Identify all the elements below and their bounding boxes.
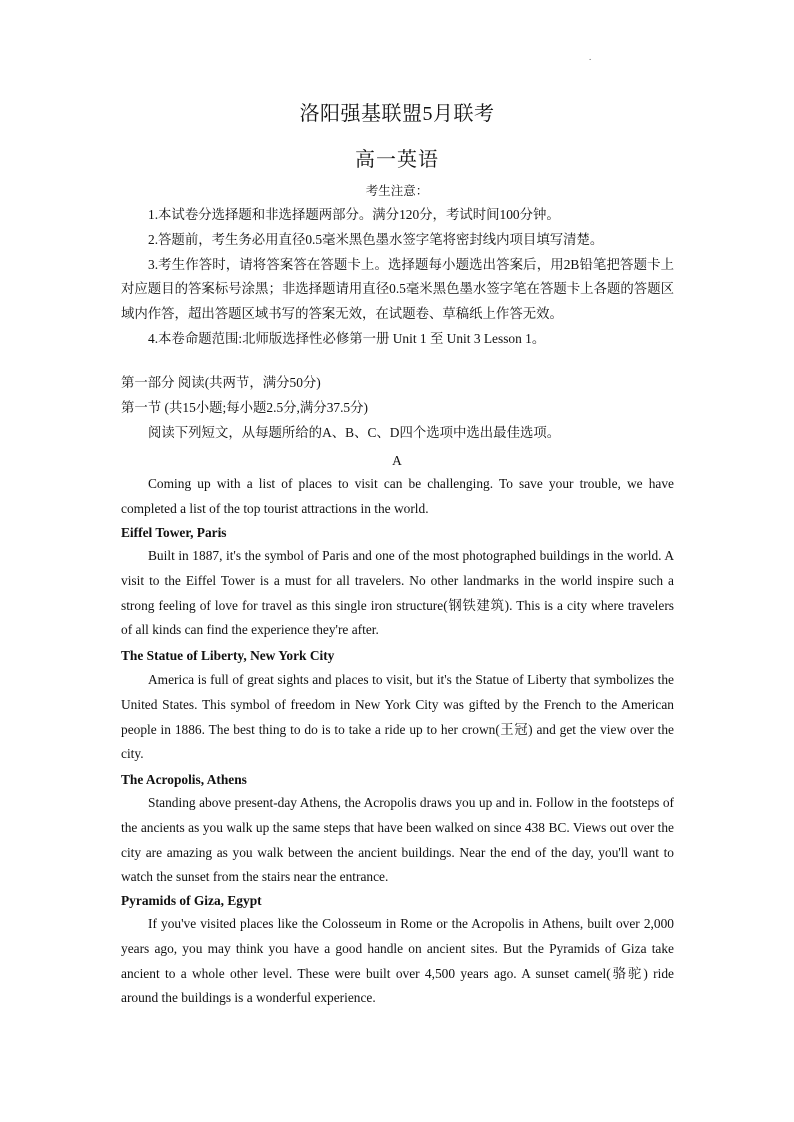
attraction-paragraph: America is full of great sights and places to visit, but it's the Statue of Liberty that symbolizes the United States. This symbol of freedom in New York City was gifted by the French to the American people in 1886. The best thing to do is to take a ride up to her crown(王冠) and get the view over the city. [121,672,674,762]
attraction-heading: The Statue of Liberty, New York City [121,648,335,663]
exam-title: 洛阳强基联盟5月联考 [299,103,495,125]
attraction-paragraph: If you've visited places like the Colosseum in Rome or the Acropolis in Athens, built over 2,000 years ago, you may think you have a good handle on ancient sites. But the Pyramids of Giza take ancient to a whole other level. These were built over 4,500 years ago. A sunset camel(骆驼) ride around the buildings is a wonderful experience. [121,916,674,1006]
attraction-heading: Pyramids of Giza, Egypt [121,893,262,908]
passage-label: A [392,453,402,468]
notice-item: 3.考生作答时，请将答案答在答题卡上。选择题每小题选出答案后，用2B铅笔把答题卡上对应题目的答案标号涂黑；非选择题请用直径0.5毫米黑色墨水签字笔在答题卡上各题的答题区域内作答，超出答题区域书写的答案无效，在试题卷、草稿纸上作答无效。 [121,256,674,322]
attraction-body [121,791,674,890]
notice-item: 4.本卷命题范围:北师版选择性必修第一册 Unit 1 至 Unit 3 Lesson 1。 [148,330,546,346]
notice-item: 2.答题前，考生务必用直径0.5毫米黑色墨水签字笔将密封线内项目填写清楚。 [148,231,604,247]
attraction-heading: Eiffel Tower, Paris [121,525,227,540]
subject-title: 高一英语 [355,149,439,171]
attraction-body [121,544,674,643]
attraction-body [121,912,674,1011]
attraction-paragraph: Built in 1887, it's the symbol of Paris and one of the most photographed buildings in the world. A visit to the Eiffel Tower is a must for all travelers. No other landmarks in the world inspire such a strong feeling of love for travel as this single iron structure(钢铁建筑). This is a city where travelers of all kinds can find the experience they're after. [121,548,674,638]
attraction-body [121,668,674,767]
notice-title: 考生注意： [365,184,429,198]
passage-intro [121,472,674,522]
part-heading: 第一部分 阅读(共两节，满分50分) [121,375,321,390]
intro-paragraph: Coming up with a list of places to visit can be challenging. To save your trouble, we have completed a list of the top tourist attractions in the world. [121,476,674,516]
attraction-heading: The Acropolis, Athens [121,772,247,787]
notice-item: 1.本试卷分选择题和非选择题两部分。满分120分，考试时间100分钟。 [148,207,560,222]
notice-list [121,203,674,352]
instruction-text: 阅读下列短文，从每题所给的A、B、C、D四个选项中选出最佳选项。 [148,425,561,440]
section-heading: 第一节 (共15小题;每小题2.5分,满分37.5分) [121,400,368,415]
page-mark: . [589,52,592,62]
attraction-paragraph: Standing above present-day Athens, the Acropolis draws you up and in. Follow in the footsteps of the ancients as you walk up the same steps that have been walked on since 438 BC. Views out over the city are amazing as you walk between the ancient buildings. Near the end of the day, you'll want to watch the sunset from the stairs near the entrance. [121,795,674,885]
